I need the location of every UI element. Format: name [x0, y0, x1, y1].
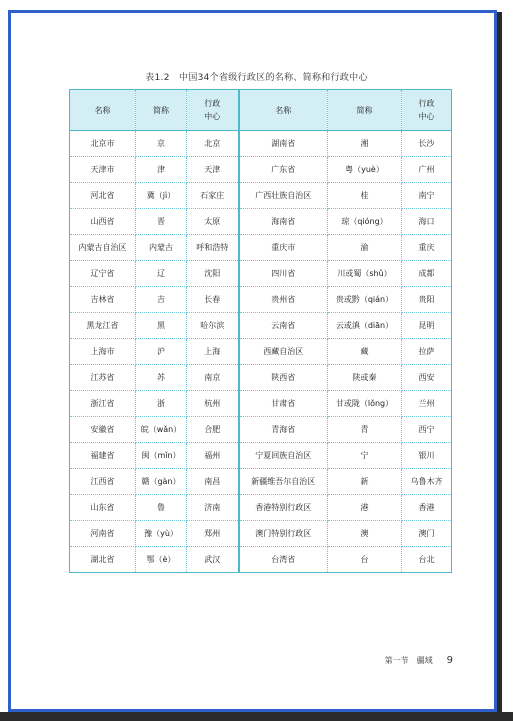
- province-abbr: 澳: [328, 521, 402, 547]
- province-name: 吉林省: [70, 287, 136, 313]
- table-row: [70, 443, 452, 469]
- province-name: 河南省: [70, 521, 136, 547]
- province-abbr: 琼（qióng）: [328, 209, 402, 235]
- province-name: 河北省: [70, 183, 136, 209]
- province-abbr: 陕或秦: [328, 365, 402, 391]
- table-row: [70, 287, 452, 313]
- table-row: [70, 495, 452, 521]
- province-name: 安徽省: [70, 417, 136, 443]
- province-abbr: 台: [328, 547, 402, 573]
- province-capital: 南昌: [187, 469, 239, 495]
- province-abbr: 皖（wǎn）: [136, 417, 187, 443]
- header-center: 行政 中心: [402, 90, 452, 131]
- province-capital: 长沙: [402, 131, 452, 157]
- province-capital: 澳门: [402, 521, 452, 547]
- province-abbr: 粤（yuè）: [328, 157, 402, 183]
- table-row: [70, 417, 452, 443]
- header-name: 名称: [70, 90, 136, 131]
- province-capital: 石家庄: [187, 183, 239, 209]
- province-abbr: 辽: [136, 261, 187, 287]
- header-center: 行政 中心: [187, 90, 239, 131]
- province-capital: 成都: [402, 261, 452, 287]
- province-name: 内蒙古自治区: [70, 235, 136, 261]
- province-abbr: 晋: [136, 209, 187, 235]
- province-capital: 合肥: [187, 417, 239, 443]
- province-abbr: 云或滇（diān）: [328, 313, 402, 339]
- table-row: [70, 183, 452, 209]
- province-capital: 西宁: [402, 417, 452, 443]
- province-abbr: 吉: [136, 287, 187, 313]
- province-name: 宁夏回族自治区: [239, 443, 328, 469]
- table-row: [70, 235, 452, 261]
- table-row: [70, 391, 452, 417]
- province-abbr: 豫（yù）: [136, 521, 187, 547]
- province-abbr: 新: [328, 469, 402, 495]
- province-name: 辽宁省: [70, 261, 136, 287]
- province-abbr: 藏: [328, 339, 402, 365]
- province-abbr: 沪: [136, 339, 187, 365]
- province-capital: 西安: [402, 365, 452, 391]
- table-row: [70, 157, 452, 183]
- province-name: 福建省: [70, 443, 136, 469]
- footer-section-title: 第一节 疆域: [384, 656, 433, 665]
- province-capital: 海口: [402, 209, 452, 235]
- province-name: 广东省: [239, 157, 328, 183]
- table-row: [70, 209, 452, 235]
- province-capital: 台北: [402, 547, 452, 573]
- province-capital: 银川: [402, 443, 452, 469]
- province-name: 海南省: [239, 209, 328, 235]
- province-capital: 拉萨: [402, 339, 452, 365]
- header-abbr: 简称: [136, 90, 187, 131]
- province-capital: 兰州: [402, 391, 452, 417]
- province-abbr: 黑: [136, 313, 187, 339]
- province-capital: 南宁: [402, 183, 452, 209]
- page-number: 9: [446, 655, 453, 666]
- table-row: [70, 313, 452, 339]
- province-name: 山东省: [70, 495, 136, 521]
- province-abbr: 桂: [328, 183, 402, 209]
- province-capital: 济南: [187, 495, 239, 521]
- province-capital: 昆明: [402, 313, 452, 339]
- province-abbr: 青: [328, 417, 402, 443]
- province-name: 江苏省: [70, 365, 136, 391]
- province-abbr: 京: [136, 131, 187, 157]
- header-name: 名称: [239, 90, 328, 131]
- province-name: 江西省: [70, 469, 136, 495]
- province-name: 湖南省: [239, 131, 328, 157]
- province-abbr: 冀（jì）: [136, 183, 187, 209]
- page-shadow-bottom: [0, 712, 513, 721]
- province-capital: 武汉: [187, 547, 239, 573]
- header-abbr: 简称: [328, 90, 402, 131]
- province-abbr: 宁: [328, 443, 402, 469]
- page-shadow-right: [497, 12, 502, 712]
- table-row: [70, 365, 452, 391]
- table-row: [70, 261, 452, 287]
- province-abbr: 苏: [136, 365, 187, 391]
- province-name: 云南省: [239, 313, 328, 339]
- province-abbr: 渝: [328, 235, 402, 261]
- province-name: 青海省: [239, 417, 328, 443]
- province-abbr: 闽（mǐn）: [136, 443, 187, 469]
- province-abbr: 贵或黔（qián）: [328, 287, 402, 313]
- province-capital: 太原: [187, 209, 239, 235]
- province-name: 台湾省: [239, 547, 328, 573]
- province-name: 香港特别行政区: [239, 495, 328, 521]
- province-capital: 杭州: [187, 391, 239, 417]
- province-name: 天津市: [70, 157, 136, 183]
- province-capital: 呼和浩特: [187, 235, 239, 261]
- province-abbr: 甘或陇（lǒng）: [328, 391, 402, 417]
- province-name: 陕西省: [239, 365, 328, 391]
- table-caption: 表1.2 中国34个省级行政区的名称、简称和行政中心: [145, 73, 368, 83]
- province-abbr: 湘: [328, 131, 402, 157]
- province-name: 北京市: [70, 131, 136, 157]
- province-name: 山西省: [70, 209, 136, 235]
- province-capital: 南京: [187, 365, 239, 391]
- province-abbr: 浙: [136, 391, 187, 417]
- province-name: 贵州省: [239, 287, 328, 313]
- province-capital: 哈尔滨: [187, 313, 239, 339]
- province-name: 甘肃省: [239, 391, 328, 417]
- province-abbr: 赣（gàn）: [136, 469, 187, 495]
- province-name: 浙江省: [70, 391, 136, 417]
- table-row: [70, 521, 452, 547]
- province-name: 四川省: [239, 261, 328, 287]
- provinces-table: [69, 89, 452, 573]
- province-name: 湖北省: [70, 547, 136, 573]
- province-abbr: 内蒙古: [136, 235, 187, 261]
- province-name: 重庆市: [239, 235, 328, 261]
- province-abbr: 鲁: [136, 495, 187, 521]
- province-abbr: 川或蜀（shǔ）: [328, 261, 402, 287]
- province-capital: 上海: [187, 339, 239, 365]
- province-capital: 长春: [187, 287, 239, 313]
- province-abbr: 港: [328, 495, 402, 521]
- table-row: [70, 339, 452, 365]
- table-row: [70, 547, 452, 573]
- province-capital: 福州: [187, 443, 239, 469]
- page-footer: [385, 655, 453, 666]
- province-capital: 香港: [402, 495, 452, 521]
- table-header-row: [70, 90, 452, 131]
- province-name: 新疆维吾尔自治区: [239, 469, 328, 495]
- province-capital: 沈阳: [187, 261, 239, 287]
- province-capital: 广州: [402, 157, 452, 183]
- province-capital: 天津: [187, 157, 239, 183]
- province-capital: 贵阳: [402, 287, 452, 313]
- table-row: [70, 469, 452, 495]
- province-name: 黑龙江省: [70, 313, 136, 339]
- province-abbr: 津: [136, 157, 187, 183]
- province-name: 西藏自治区: [239, 339, 328, 365]
- province-capital: 郑州: [187, 521, 239, 547]
- province-name: 澳门特别行政区: [239, 521, 328, 547]
- province-name: 上海市: [70, 339, 136, 365]
- province-capital: 乌鲁木齐: [402, 469, 452, 495]
- province-abbr: 鄂（è）: [136, 547, 187, 573]
- table-row: [70, 131, 452, 157]
- province-name: 广西壮族自治区: [239, 183, 328, 209]
- province-capital: 重庆: [402, 235, 452, 261]
- province-capital: 北京: [187, 131, 239, 157]
